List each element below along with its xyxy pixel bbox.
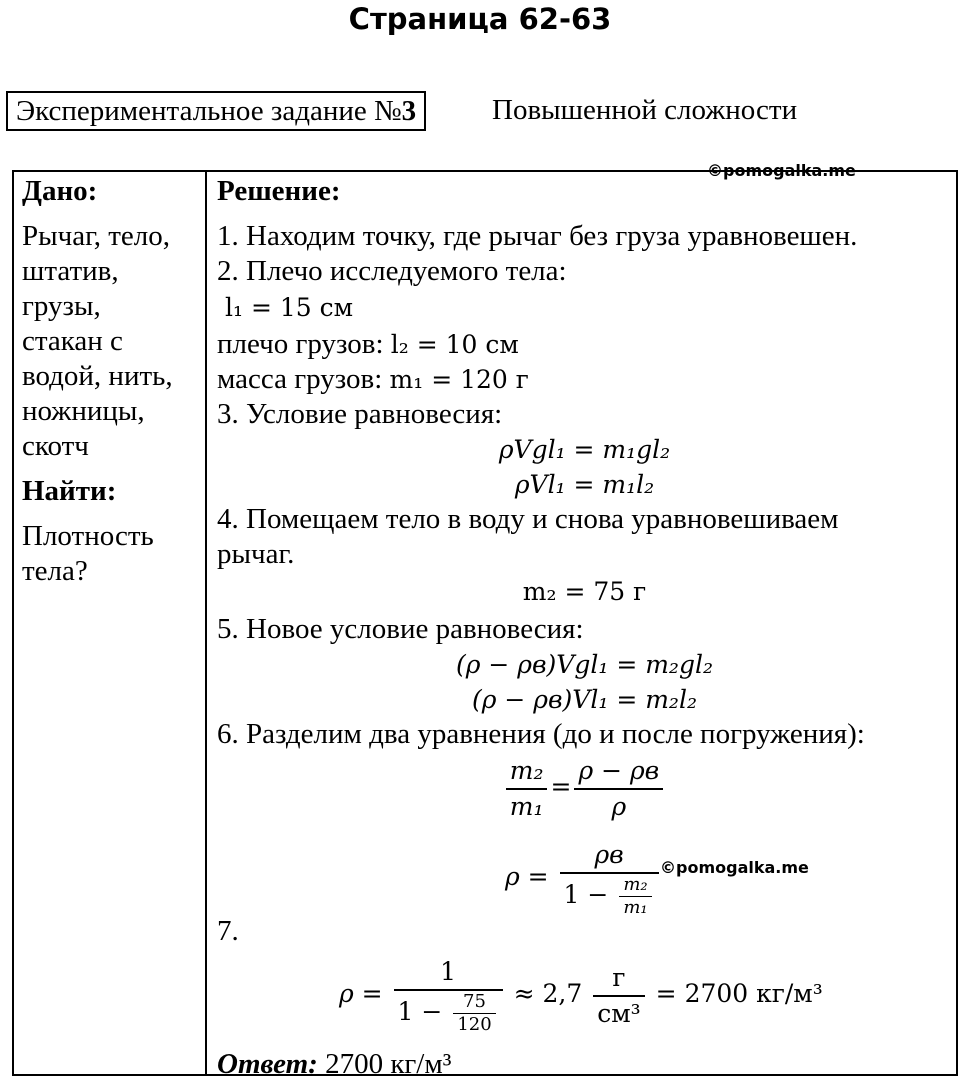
solution-column: [217, 174, 952, 1082]
fraction-denominator: ρ: [611, 791, 627, 821]
page-title: Страница 62-63: [348, 2, 612, 36]
equation-4: (ρ − ρв)Vl₁ = m₂l₂: [472, 685, 697, 714]
fraction-m2-m1: [619, 874, 651, 919]
approx-value: ≈ 2,7: [513, 979, 583, 1008]
task-title-box: [6, 91, 426, 131]
given-heading: Дано:: [22, 175, 98, 207]
fraction-numerator: ρ − ρв: [574, 754, 663, 790]
unit-numerator: г: [593, 961, 644, 997]
equation-3: (ρ − ρв)Vgl₁ = m₂gl₂: [456, 650, 713, 679]
given-line: штатив,: [22, 255, 119, 287]
fraction-denominator: m₁: [509, 791, 544, 821]
watermark-top: ©pomogalka.me: [707, 161, 856, 180]
fraction-numerator: 75: [453, 991, 495, 1014]
denominator-prefix: 1 −: [563, 880, 609, 909]
fraction-numerator: 1: [394, 955, 503, 991]
fraction-numerator: m₂: [619, 874, 651, 897]
step-1: 1. Находим точку, где рычаг без груза уравновешен.: [217, 220, 858, 252]
find-line: тела?: [22, 555, 88, 587]
denominator-prefix: 1 −: [397, 997, 443, 1026]
difficulty-label: Повышенной сложности: [492, 94, 798, 126]
watermark-middle: ©pomogalka.me: [660, 858, 809, 877]
l2-label: плечо грузов:: [217, 328, 384, 360]
solution-heading: Решение:: [217, 175, 341, 207]
step-4-continued: рычаг.: [217, 538, 295, 570]
rho-equation: [217, 822, 952, 918]
find-line: Плотность: [22, 520, 154, 552]
m1-label: масса грузов:: [217, 363, 383, 395]
fraction-numerator: m₂: [506, 754, 548, 790]
column-divider: [205, 170, 207, 1076]
formula-m2: m₂ = 75 г: [522, 577, 647, 606]
ratio-equation: $\frac{\text{m₂}}{\text{m₁}}$ = $\frac{\rho - \rho в}{\rho}$: [217, 752, 952, 822]
given-line: Рычаг, тело,: [22, 220, 170, 252]
fraction-unit: [593, 961, 644, 1031]
task-number: 3: [401, 95, 417, 127]
given-line: стакан с: [22, 325, 123, 357]
formula-l2: l₂ = 10 см: [390, 330, 519, 359]
rho-lhs: ρ =: [505, 862, 549, 891]
fraction-right: [574, 754, 663, 824]
given-line: водой, нить,: [22, 360, 173, 392]
answer-value: 2700 кг/м³: [325, 1048, 452, 1080]
step-7: 7.: [217, 915, 239, 947]
unit-denominator: см³: [597, 998, 641, 1028]
fraction-rho: [560, 838, 659, 919]
step-4: 4. Помещаем тело в воду и снова уравновешиваем: [217, 503, 839, 535]
given-line: грузы,: [22, 290, 101, 322]
formula-m1: m₁ = 120 г: [389, 365, 529, 394]
given-column: [22, 174, 202, 589]
equation-1: ρVgl₁ = m₁gl₂: [498, 435, 671, 464]
formula-l1: l₁ = 15 см: [225, 293, 354, 322]
final-lhs: ρ =: [339, 979, 383, 1008]
fraction-final: [394, 955, 503, 1036]
step-6: 6. Разделим два уравнения (до и после погружения):: [217, 718, 865, 750]
fraction-denominator: 120: [457, 1014, 492, 1035]
fraction-denominator: m₁: [623, 897, 648, 918]
given-line: ножницы,: [22, 395, 145, 427]
fraction-numerator: ρв: [560, 838, 659, 874]
answer-label: Ответ:: [217, 1048, 318, 1080]
find-heading: Найти:: [22, 475, 117, 507]
step-5: 5. Новое условие равновесия:: [217, 613, 584, 645]
task-label: Экспериментальное задание №: [16, 95, 402, 127]
final-result: = 2700 кг/м³: [655, 979, 823, 1008]
fraction-75-120: [453, 991, 495, 1036]
equation-2: ρVl₁ = m₁l₂: [514, 470, 655, 499]
fraction-left: [506, 754, 548, 824]
step-3: 3. Условие равновесия:: [217, 398, 503, 430]
step-2: 2. Плечо исследуемого тела:: [217, 255, 567, 287]
final-equation: [217, 949, 952, 1047]
given-line: скотч: [22, 430, 89, 462]
